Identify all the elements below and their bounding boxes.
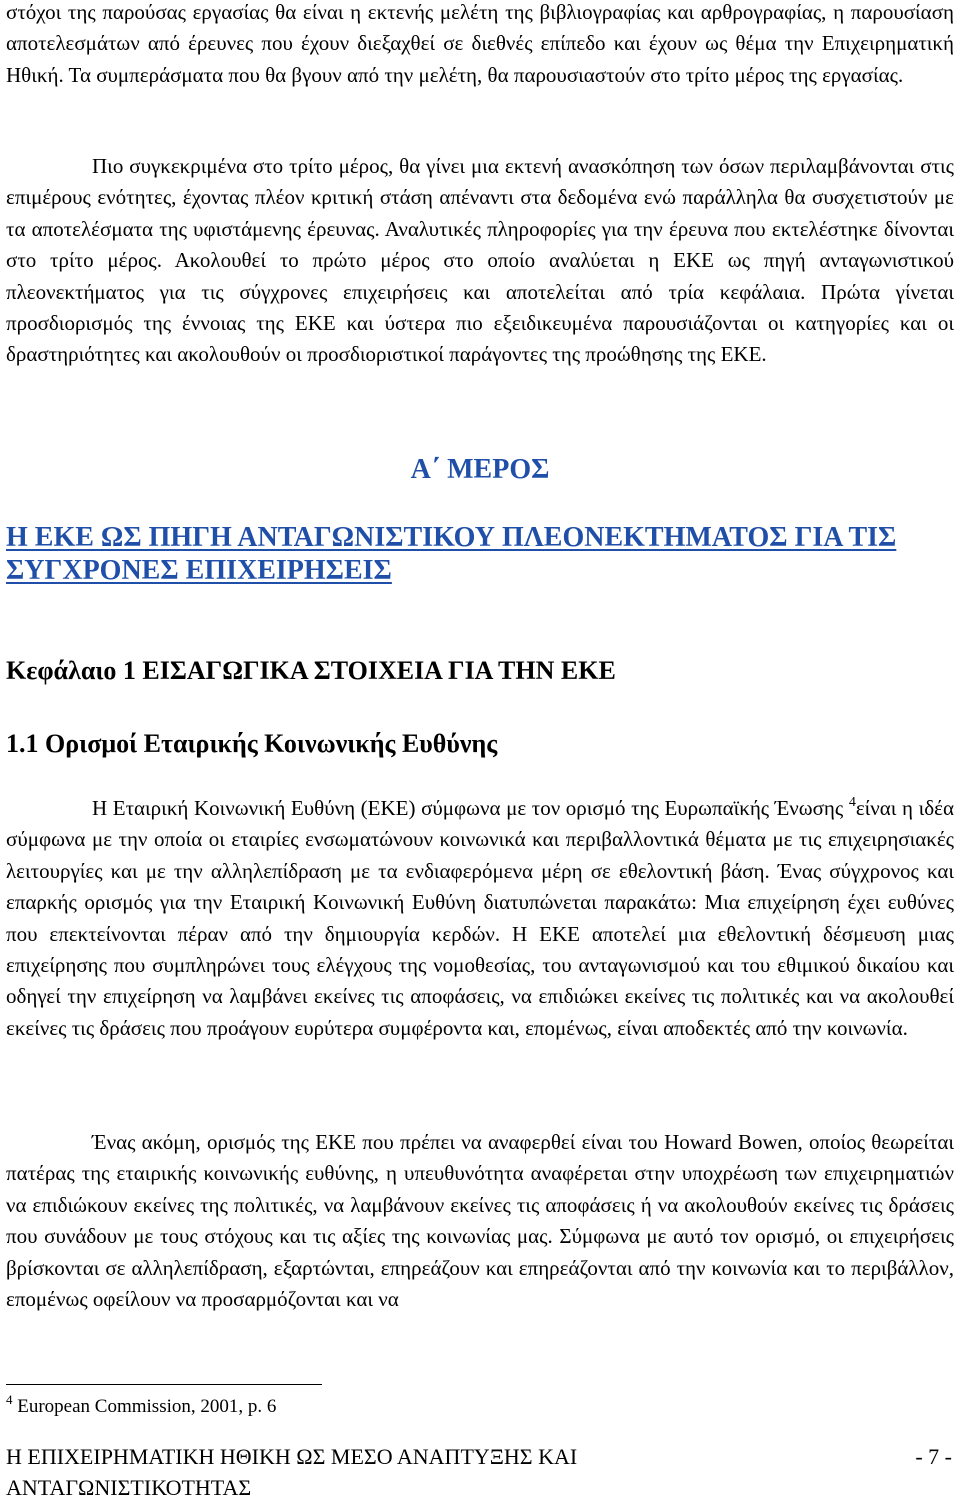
part-title: Α΄ ΜΕΡΟΣ: [410, 454, 550, 485]
body-paragraph-bowen: Ένας ακόμη, ορισμός της ΕΚΕ που πρέπει να αναφερθεί είναι του Howard Bowen, οποίος θεωρείται πατέρας της εταιρικής κοινωνικής ευθύνης, η υπευθυνότητα αναφέρεται στην υποχρέωση των επιχειρηματιών να επιδιώκουν εκείνες της πολιτικές, να λαμβάνουν εκείνες τις αποφάσεις ή να ακολουθούν εκείνες τις δράσεις που συνάδουν με τους στόχους και τις αξίες της κοινωνίας μας. Σύμφωνα με αυτό τον ορισμό, οι επιχειρήσεις βρίσκονται σε αλληλεπίδραση, εξαρτώνται, επηρεάζουν και επηρεάζονται από την κοινωνία και το περιβάλλον, επομένως οφείλουν να προσαρμόζονται και να: [6, 1130, 954, 1312]
chapter-heading: Κεφάλαιο 1 ΕΙΣΑΓΩΓΙΚΑ ΣΤΟΙΧΕΙΑ ΓΙΑ ΤΗΝ ΕΚΕ: [6, 656, 616, 685]
footnote-text: European Commission, 2001, p. 6: [12, 1396, 277, 1417]
intro-paragraph: στόχοι της παρούσας εργασίας θα είναι η εκτενής μελέτη της βιβλιογραφίας και αρθρογραφίας, η παρουσίαση αποτελεσμάτων από έρευνες που έχουν διεξαχθεί σε διεθνές επίπεδο και έχουν ως θέμα την Επιχειρηματική Ηθική. Τα συμπεράσματα που θα βγουν από την μελέτη, θα παρουσιαστούν στο τρίτο μέρος της εργασίας.: [6, 0, 954, 87]
part-heading: Η ΕΚΕ ΩΣ ΠΗΓΗ ΑΝΤΑΓΩΝΙΣΤΙΚΟΥ ΠΛΕΟΝΕΚΤΗΜΑΤΟΣ ΓΙΑ ΤΙΣ ΣΥΓΧΡΟΝΕΣ ΕΠΙΧΕΙΡΗΣΕΙΣ: [6, 522, 897, 586]
page-number: - 7 -: [915, 1444, 952, 1469]
paragraph-text-start: Η Εταιρική Κοινωνική Ευθύνη (ΕΚΕ) σύμφωνα με τον ορισμό της Ευρωπαϊκής Ένωσης: [92, 796, 849, 820]
footnote-separator: [6, 1384, 322, 1385]
body-paragraph-definitions: [6, 793, 954, 1044]
footer-title: Η ΕΠΙΧΕΙΡΗΜΑΤΙΚΗ ΗΘΙΚΗ ΩΣ ΜΕΣΟ ΑΝΑΠΤΥΞΗΣ ΚΑΙ ΑΝΤΑΓΩΝΙΣΤΙΚΟΤΗΤΑΣ: [6, 1444, 578, 1500]
footnote-number: 4: [6, 1392, 13, 1407]
footnote: [6, 1392, 277, 1419]
footnote-reference[interactable]: 4: [848, 795, 856, 810]
section-heading: 1.1 Ορισμοί Εταιρικής Κοινωνικής Ευθύνης: [6, 729, 498, 758]
paragraph-text-rest: είναι η ιδέα σύμφωνα με την οποία οι εταιρίες ενσωματώνουν κοινωνικά και περιβαλλοντικά θέματα με τις επιχειρησιακές λειτουργίες και με την αλληλεπίδραση με τα ενδιαφερόμενα μέρη σε εθελοντική βάση. Ένας σύγχρονος και επαρκής ορισμός για την Εταιρική Κοινωνική Ευθύνη διατυπώνεται παρακάτω: Μια επιχείρηση έχει ευθύνες που επεκτείνονται πέραν από την δημιουργία κερδών. Η ΕΚΕ αποτελεί μια εθελοντική δέσμευση μιας επιχείρησης που συμπληρώνει τους ελέγχους της νομοθεσίας, του ανταγωνισμού και του εθιμικού δικαίου και οδηγεί την επιχείρηση να λαμβάνει εκείνες τις αποφάσεις, να επιδιώκει εκείνες τις πολιτικές και να ακολουθεί εκείνες τις δράσεις που προάγουν ευρύτερα συμφέροντα και, επομένως, είναι αποδεκτές από την κοινωνία.: [6, 796, 954, 1040]
body-paragraph-overview: Πιο συγκεκριμένα στο τρίτο μέρος, θα γίνει μια εκτενή ανασκόπηση των όσων περιλαμβάνονται στις επιμέρους ενότητες, έχοντας πλέον κριτική στάση απέναντι στα δεδομένα ενώ παράλληλα θα συσχετιστούν με τα αποτελέσματα της υφιστάμενης έρευνας. Αναλυτικές πληροφορίες για την έρευνα που εκτελέστηκε δίνονται στο τρίτο μέρος. Ακολουθεί το πρώτο μέρος στο οποίο αναλύεται η ΕΚΕ ως πηγή ανταγωνιστικού πλεονεκτήματος για τις σύγχρονες επιχειρήσεις και αποτελείται από τρία κεφάλαια. Πρώτα γίνεται προσδιορισμός της έννοιας της ΕΚΕ και ύστερα πιο εξειδικευμένα παρουσιάζονται οι κατηγορίες και οι δραστηριότητες και ακολουθούν οι προσδιοριστικοί παράγοντες της προώθησης της ΕΚΕ.: [6, 154, 954, 367]
